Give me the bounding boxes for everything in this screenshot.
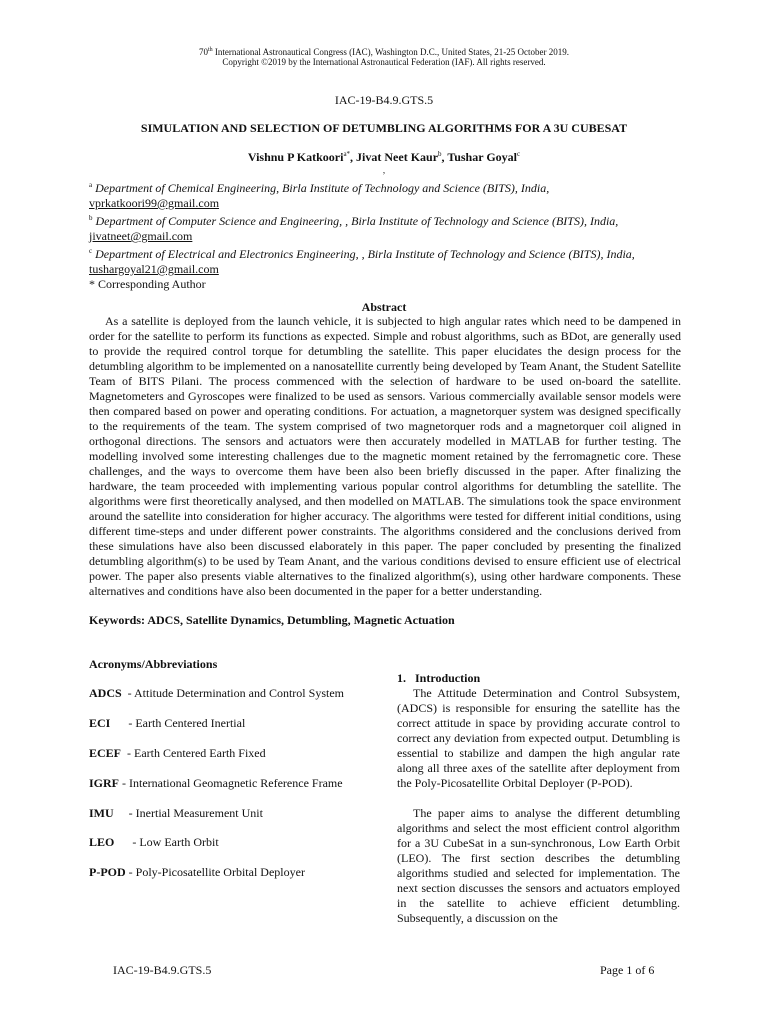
intro-paragraph-2: The paper aims to analyse the different detumbling algorithms and select the most efficient control algorithm for a 3U CubeSat in a sun-synchronous, Low Earth Orbit (LEO). The first section describes the detumbling algorithms studied and selected for implementation. The next section discusses the sensors and actuators employed in the satellite to achieve efficient detumbling. Subsequently, a discussion on the: [397, 806, 680, 925]
acronym-item: ADCS - Attitude Determination and Control System: [89, 686, 344, 700]
abstract-heading: Abstract: [361, 300, 407, 314]
affiliation-b: $^b$ Department of Computer Science and Engineering, , Birla Institute of Technology and Science (BITS), India,: [89, 214, 619, 228]
copyright-line: Copyright ©2019 by the International Astronautical Federation (IAF). All rights reserved.: [222, 57, 546, 67]
footer-page-number: Page 1 of 6: [600, 963, 655, 977]
stray-comma: ,: [382, 165, 386, 175]
acronym-item: IMU - Inertial Measurement Unit: [89, 806, 263, 820]
author-list: Vishnu P Katkoori$^{a*}$, Jivat Neet Kaur$^b$, Tushar Goyal$^c$: [247, 150, 521, 164]
paper-title: SIMULATION AND SELECTION OF DETUMBLING ALGORITHMS FOR A 3U CUBESAT: [140, 121, 628, 135]
keywords: Keywords: ADCS, Satellite Dynamics, Detumbling, Magnetic Actuation: [89, 613, 455, 627]
acronym-item: P-POD - Poly-Picosatellite Orbital Deployer: [89, 865, 305, 879]
email-c: tushargoyal21@gmail.com: [89, 262, 219, 276]
email-a: vprkatkoori99@gmail.com: [89, 196, 220, 210]
acronym-item: IGRF - International Geomagnetic Reference Frame: [89, 776, 343, 790]
conference-line: 70th International Astronautical Congress (IAC), Washington D.C., United States, 21-25 October 2019.: [199, 47, 569, 57]
acronym-item: LEO - Low Earth Orbit: [89, 835, 219, 849]
email-b: jivatneet@gmail.com: [89, 229, 193, 243]
intro-paragraph-1: The Attitude Determination and Control Subsystem, (ADCS) is responsible for ensuring the satellite has the correct attitude in space by providing accurate control to correct any deviation from expected output. Detumbling is essential to stabilize and dampen the high angular rate along all three axes of the satellite after deployment from the Poly-Picosatellite Orbital Deployer (P-POD).: [397, 686, 680, 790]
affiliations: [89, 178, 689, 292]
affiliation-c: $^c$ Department of Electrical and Electronics Engineering, , Birla Institute of Technology and Science (BITS), India,: [89, 247, 635, 261]
paper-code: IAC-19-B4.9.GTS.5: [334, 93, 434, 107]
acronym-item: ECI - Earth Centered Inertial: [89, 716, 246, 730]
corresponding-author: * Corresponding Author: [89, 277, 206, 291]
abstract-body: As a satellite is deployed from the launch vehicle, it is subjected to high angular rates which need to be dampened in order for the satellite to perform its functions as expected. Simple and robust algorithms, such as BDot, are generally used to provide the required control torque for detumbling the satellite. This paper elucidates the design process for the detumbling algorithm to be implemented on a nanosatellite currently being developed by Team Anant, the Student Satellite Team of BITS Pilani. The process commenced with the selection of hardware to be used on-board the satellite. Magnetometers and Gyroscopes were finalized to be used as sensors. Various commercially available sensor models were then compared based on power and operating conditions. For actuation, a magnetorquer system was designed specifically to the requirements of the team. The system comprised of two magnetorquer rods and a magnetorquer coil aligned in orthogonal directions. The sensors and actuators were then accurately modelled in MATLAB for further testing. The modelling involved some interesting challenges due to the magnetic moment retained by the ferromagnetic core. These challenges, and the ways to overcome them have been also been briefly discussed in the paper. After finalizing the hardware, the team proceeded with implementing various popular control algorithms for detumbling the satellite. The algorithms were first theoretically analysed, and then modelled on MATLAB. The simulations took the space environment around the satellite into consideration for higher accuracy. The algorithms were tested for different initial conditions, using different time-steps and under different power constraints. The algorithms considered and the conclusions derived from these simulations have also been discussed elaborately in this paper. The paper concluded by presenting the finalized detumbling algorithm(s) to be used by Team Anant, and the various conditions devised to ensure efficient use of electrical power. The paper also presents viable alternatives to the finalized algorithm(s), using other hardware components. These alternatives and conditions have also been documented in the paper for a better understanding.: [89, 314, 681, 598]
acronym-item: ECEF - Earth Centered Earth Fixed: [89, 746, 266, 760]
footer-paper-code: IAC-19-B4.9.GTS.5: [113, 963, 212, 977]
affiliation-a: $^a$ Department of Chemical Engineering, Birla Institute of Technology and Science (BITS), India,: [89, 181, 550, 195]
section-heading-introduction: 1. Introduction: [397, 671, 481, 685]
acronyms-heading: Acronyms/Abbreviations: [89, 657, 218, 671]
